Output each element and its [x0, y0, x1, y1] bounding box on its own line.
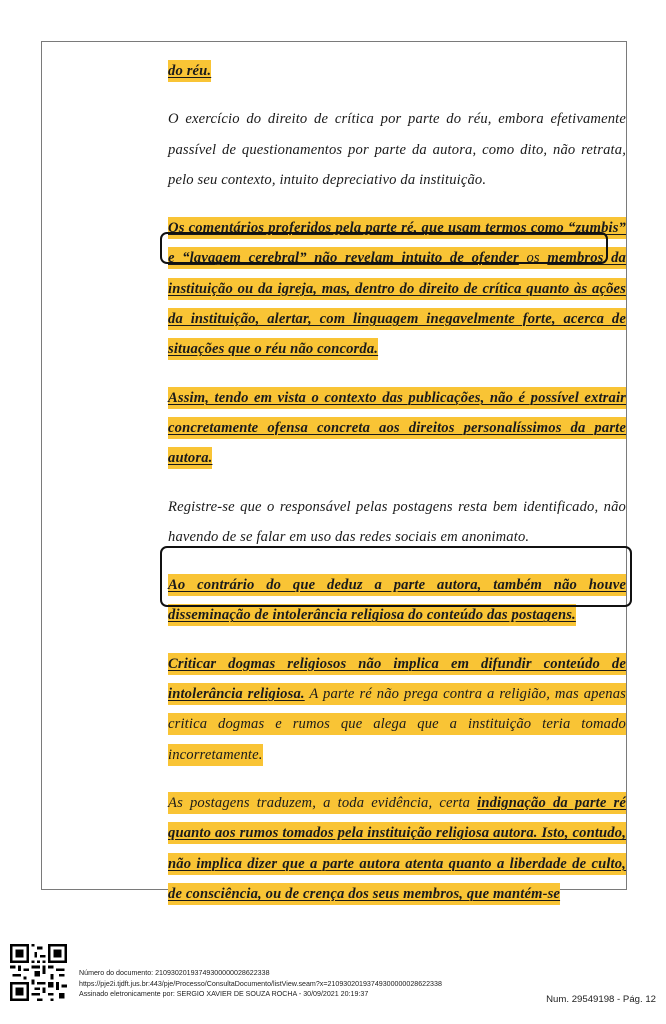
- plain-text: Registre-se que o responsável pelas postagens resta bem identificado, não havendo de se falar em uso das redes sociais em anonimato.: [168, 498, 626, 545]
- document-page: [41, 41, 627, 902]
- highlighted-text: os: [519, 247, 547, 269]
- highlighted-text: indignação da parte ré quanto aos rumos tomados pela instituição religiosa autora. Isto, contudo, não implica dizer que a parte autora atenta quanto a liberdade de culto, de consciência, ou de crença dos seus membros, que mantém-se: [168, 792, 626, 905]
- paragraph-4: [168, 383, 626, 474]
- doc-number: Número do documento: 21093020193749300000028622338: [79, 969, 270, 977]
- paragraph-2: [168, 104, 626, 195]
- doc-url[interactable]: https://pje2i.tjdft.jus.br:443/pje/Processo/ConsultaDocumento/listView.seam?x=21093020193749300000028622338: [79, 979, 442, 988]
- plain-text: O exercício do direito de crítica por parte do réu, embora efetivamente passível de questionamentos por parte da autora, como dito, não retrata, pelo seu contexto, intuito depreciativo da instituição.: [168, 111, 626, 188]
- signature-info: Assinado eletronicamente por: SERGIO XAVIER DE SOUZA ROCHA - 30/09/2021 20:19:37: [79, 990, 369, 999]
- paragraph-5: [168, 492, 626, 553]
- paragraph-3: [168, 213, 626, 364]
- page-reference: Num. 29549198 - Pág. 12: [546, 994, 656, 1005]
- highlighted-text: Criticar dogmas religiosos não implica em difundir conteúdo de intolerância religiosa.: [168, 653, 626, 705]
- highlighted-text: As postagens traduzem, a toda evidência, certa: [168, 792, 477, 814]
- highlighted-text: A parte ré não prega contra a religião, mas apenas critica dogmas e rumos que alega que a instituição teria tomado incorretamente.: [168, 683, 626, 766]
- qr-code-icon: [10, 944, 67, 1001]
- highlighted-text: membros da instituição ou da igreja, mas, dentro do direito de crítica quanto às ações da instituição, alertar, com linguagem inegavelmente forte, acerca de situações que o réu não concorda.: [168, 247, 626, 360]
- highlighted-text: do réu.: [168, 60, 211, 82]
- paragraph-8: [168, 788, 626, 909]
- paragraph-7: [168, 649, 626, 770]
- highlighted-text: Ao contrário do que deduz a parte autora, também não houve disseminação de intolerância religiosa do conteúdo das postagens.: [168, 574, 626, 626]
- document-body: [168, 56, 626, 909]
- paragraph-6: [168, 570, 626, 631]
- document-footer: [79, 968, 442, 1000]
- highlighted-text: Assim, tendo em vista o contexto das publicações, não é possível extrair concretamente ofensa concreta aos direitos personalíssimos da parte autora.: [168, 387, 626, 470]
- paragraph-1: [168, 56, 626, 86]
- highlighted-text: Os comentários proferidos pela parte ré, que usam termos como “zumbis” e “lavagem cerebral” não revelam intuito de ofender: [168, 217, 626, 269]
